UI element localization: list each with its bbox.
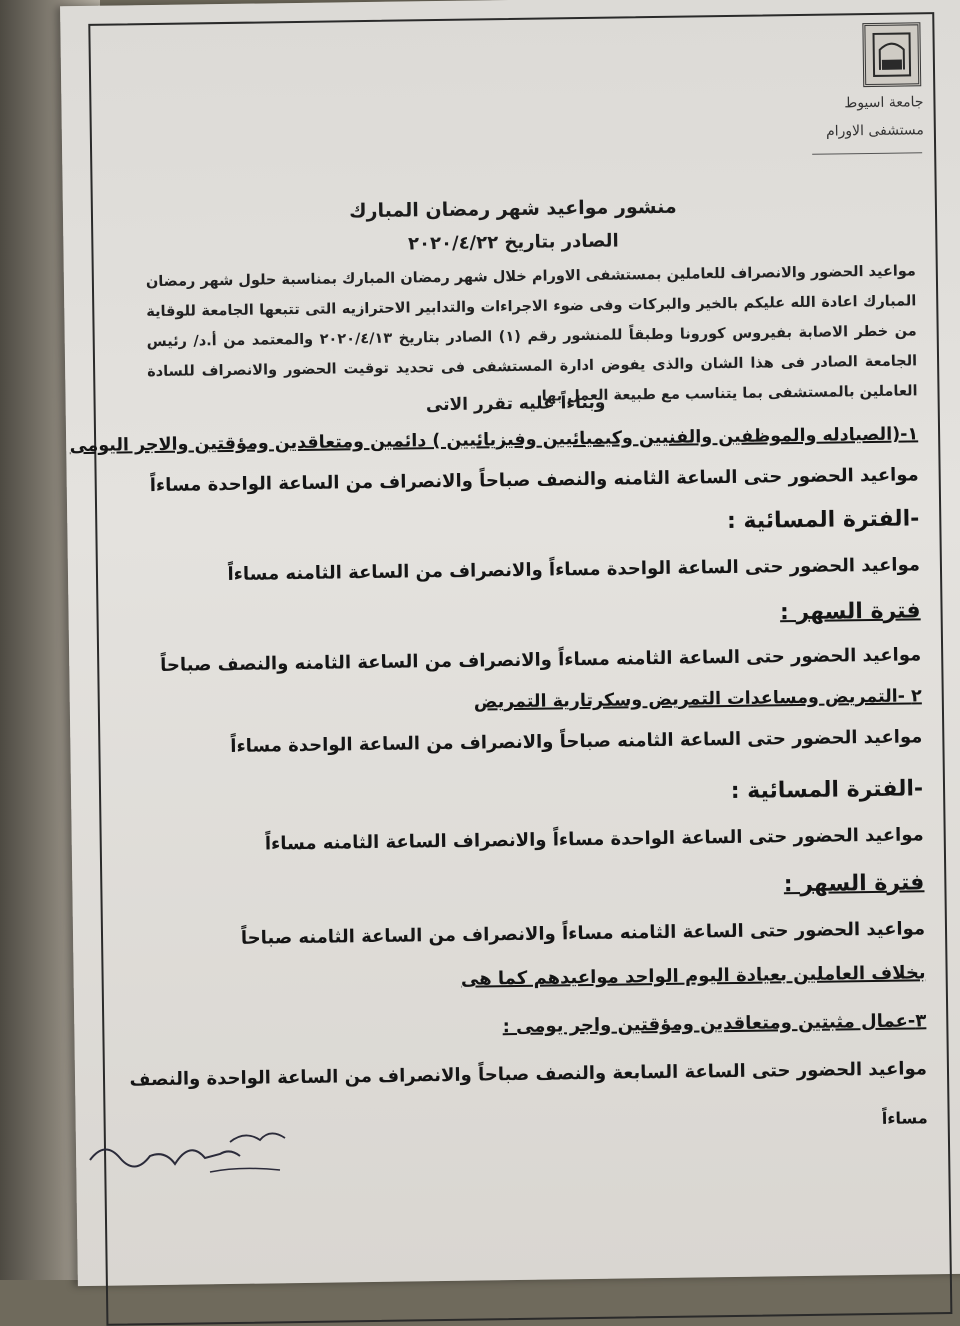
section1-evening-hours: مواعيد الحضور حتى الساعة الواحدة مساءاً والانصراف من الساعة الثامنه مساءاً: [227, 554, 921, 585]
decision-line: وبناءاً عليه تقرر الاتى: [425, 392, 606, 416]
document-title: منشور مواعيد شهر رمضان المبارك: [349, 195, 677, 223]
section1-morning-hours: مواعيد الحضور حتى الساعة الثامنه والنصف صباحاً والانصراف من الساعة الواحدة مساءاً: [149, 464, 919, 497]
section3-hours: مواعيد الحضور حتى الساعة السابعة والنصف صباحاً والانصراف من الساعة الواحدة والنصف: [129, 1058, 928, 1091]
document-page: [60, 0, 960, 1286]
section1-night-hours: مواعيد الحضور حتى الساعة الثامنه مساءاً والانصراف من الساعة الثامنه والنصف صباحاً: [160, 644, 922, 676]
section2-evening-hours: مواعيد الحضور حتى الساعة الواحدة مساءاً والانصراف الساعة الثامنه مساءاً: [264, 824, 924, 855]
section1-heading: ١-(الصيادله والموظفين والفنيين وكيميائيين وفيزيائيين ) دائمين ومتعاقدين ومؤقتين والاجر اليومى: [69, 424, 919, 457]
signature-scribble-icon: [80, 1120, 300, 1190]
section2-morning-hours: مواعيد الحضور حتى الساعة الثامنه صباحاً والانصراف من الساعة الواحدة مساءاً: [230, 726, 923, 757]
logo-emblem-icon: [871, 31, 912, 78]
exception-note: بخلاف العاملين بعيادة اليوم الواحد مواعيدهم كما هى: [460, 962, 926, 990]
section2-night-hours: مواعيد الحضور حتى الساعة الثامنه مساءاً والانصراف من الساعة الثامنه صباحاً: [240, 918, 926, 949]
section3-heading: ٣-عمال مثبتين ومتعاقدين ومؤقتين واجر يومى :: [502, 1010, 927, 1038]
section1-night-label: فترة السهر :: [779, 598, 921, 626]
section1-evening-label: -الفترة المسائية :: [726, 506, 920, 535]
university-logo: [862, 22, 921, 87]
handwritten-signature: [80, 1120, 300, 1190]
intro-paragraph: مواعيد الحضور والانصراف للعاملين بمستشفى الاورام خلال شهر رمضان المبارك بمناسبة حلول شهر رمضان المبارك اعادة الله عليكم بالخير والبركات وفى ضوء الاجراءات والتدابير الاحترازيه التى تتبعها الجامعة للوقاية من خطر الاصابة بفيروس كورونا وطبقاً للمنشور رقم (١) الصادر بتاريخ ٢٠٢٠/٤/١٣ والمعتمد من أ.د/ رئيس الجامعة الصادر فى هذا الشان والذى يفوض ادارة المستشفى فى تحديد توقيت الحضور والانصراف للسادة العاملين بالمستشفى بما يتناسب مع طبيعة العمل بها: [145, 263, 918, 405]
hospital-name: مستشفى الاورام: [825, 122, 924, 140]
section2-heading: ٢ -التمريض ومساعدات التمريض وسكرتارية التمريض: [473, 686, 922, 713]
issue-date: الصادر بتاريخ ٢٠٢٠/٤/٢٢: [407, 230, 619, 255]
university-name: جامعة اسيوط: [844, 94, 924, 112]
section2-evening-label: -الفترة المسائية :: [730, 776, 924, 804]
section3-hours-end: مساءاً: [881, 1108, 928, 1128]
section2-night-label: فترة السهر :: [783, 870, 925, 898]
